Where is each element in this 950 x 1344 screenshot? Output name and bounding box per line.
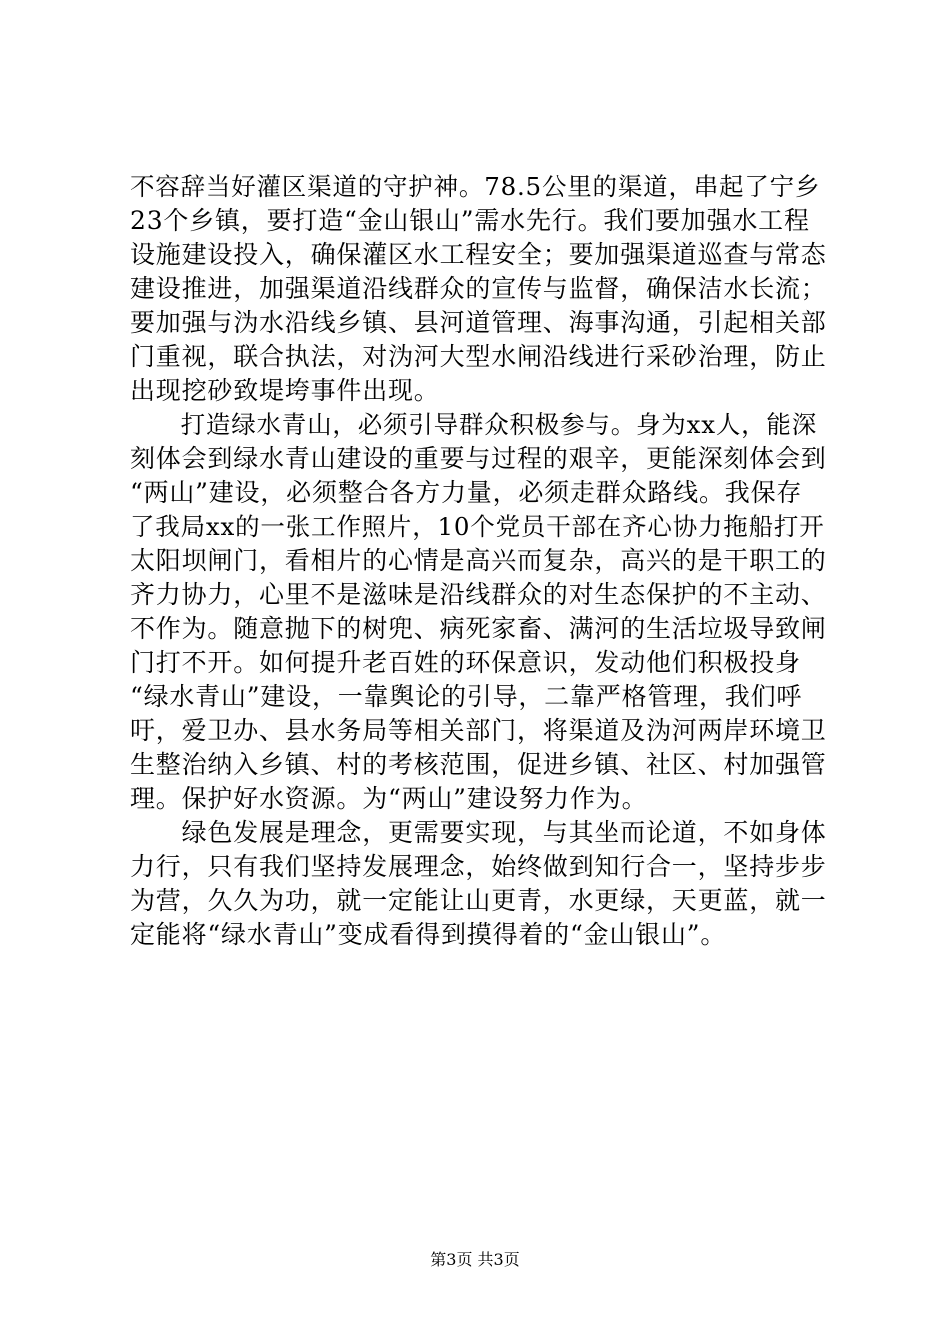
text-line: 刻体会到绿水青山建设的重要与过程的艰辛，更能深刻体会到: [130, 444, 827, 473]
text-line: 门重视，联合执法，对沩河大型水闸沿线进行采砂治理，防止: [130, 342, 827, 371]
text-line: 定能将“绿水青山”变成看得到摸得着的“金山银山”。: [130, 920, 727, 949]
text-line: 设施建设投入，确保灌区水工程安全；要加强渠道巡查与常态: [130, 240, 827, 269]
text-line: 23个乡镇，要打造“金山银山”需水先行。我们要加强水工程: [130, 206, 810, 235]
page-footer: 第3页 共3页: [430, 1250, 520, 1269]
text-line: 太阳坝闸门，看相片的心情是高兴而复杂，高兴的是干职工的: [130, 546, 827, 575]
text-line: “两山”建设，必须整合各方力量，必须走群众路线。我保存: [130, 478, 803, 507]
text-line: “绿水青山”建设，一靠舆论的引导，二靠严格管理，我们呼: [130, 682, 803, 711]
body-text: [130, 170, 827, 952]
text-line: 绿色发展是理念，更需要实现，与其坐而论道，不如身体: [130, 818, 827, 847]
text-line: 理。保护好水资源。为“两山”建设努力作为。: [130, 784, 648, 813]
text-line: 建设推进，加强渠道沿线群众的宣传与监督，确保洁水长流；: [130, 274, 827, 303]
text-line: 不作为。随意抛下的树兜、病死家畜、满河的生活垃圾导致闸: [130, 614, 827, 643]
text-line: 不容辞当好灌区渠道的守护神。78.5公里的渠道，串起了宁乡: [130, 172, 821, 201]
text-line: 了我局xx的一张工作照片，10个党员干部在齐心协力拖船打开: [130, 512, 825, 541]
text-line: 门打不开。如何提升老百姓的环保意识，发动他们积极投身: [130, 648, 801, 677]
text-line: 为营，久久为功，就一定能让山更青，水更绿，天更蓝，就一: [130, 886, 827, 915]
text-line: 出现挖砂致堤垮事件出现。: [130, 376, 440, 405]
text-line: 齐力协力，心里不是滋味是沿线群众的对生态保护的不主动、: [130, 580, 827, 609]
text-line: 吁，爱卫办、县水务局等相关部门，将渠道及沩河两岸环境卫: [130, 716, 827, 745]
text-line: 要加强与沩水沿线乡镇、县河道管理、海事沟通，引起相关部: [130, 308, 827, 337]
text-line: 生整治纳入乡镇、村的考核范围，促进乡镇、社区、村加强管: [130, 750, 827, 779]
text-line: 打造绿水青山，必须引导群众积极参与。身为xx人，能深: [130, 410, 818, 439]
text-line: 力行，只有我们坚持发展理念，始终做到知行合一，坚持步步: [130, 852, 827, 881]
